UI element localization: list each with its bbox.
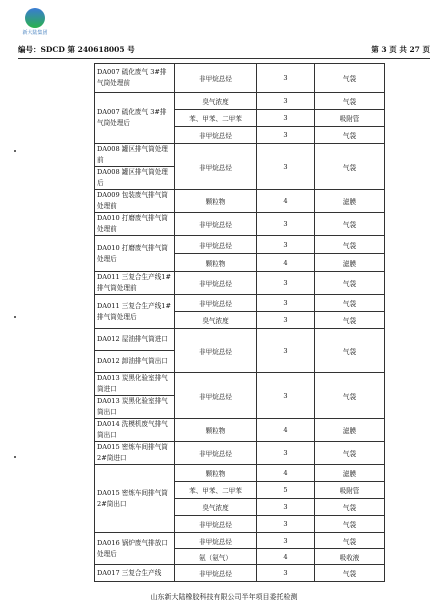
count-cell: 4: [257, 419, 315, 442]
table-row: [95, 419, 385, 442]
media-cell: 滤膜: [315, 419, 385, 442]
company-logo: [18, 8, 48, 40]
count-cell: 4: [257, 465, 315, 482]
point-cell: DA010 打磨废气排气筒处理后: [95, 236, 175, 272]
count-cell: 3: [257, 144, 315, 190]
point-cell: DA017 三复合生产线: [95, 565, 175, 582]
point-cell: DA007 硫化废气 3#排气筒处理后: [95, 93, 175, 144]
count-cell: 3: [257, 93, 315, 110]
item-cell: 颗粒物: [175, 419, 257, 442]
header-divider: [18, 58, 430, 59]
media-cell: 气袋: [315, 565, 385, 582]
margin-mark: [14, 316, 16, 318]
point-cell: DA013 炭黑化验室排气筒出口: [95, 396, 175, 419]
count-cell: 3: [257, 110, 315, 127]
media-cell: 气袋: [315, 499, 385, 516]
table-row: [95, 213, 385, 236]
page-number: 第 3 页 共 27 页: [371, 45, 430, 54]
point-cell: DA016 锅炉废气排放口处理后: [95, 533, 175, 565]
media-cell: 气袋: [315, 272, 385, 295]
item-cell: 臭气浓度: [175, 93, 257, 110]
logo-text: 新大陆集团: [22, 30, 48, 36]
media-cell: 吸收液: [315, 549, 385, 565]
table-row: [95, 144, 385, 167]
page-footer: 山东新大陆橡胶科技有限公司半年项目委托检测: [150, 593, 298, 601]
media-cell: 气袋: [315, 64, 385, 93]
item-cell: 臭气浓度: [175, 312, 257, 329]
point-cell: DA014 洗模机废气排气筒出口: [95, 419, 175, 442]
count-cell: 3: [257, 499, 315, 516]
margin-mark: [14, 456, 16, 458]
point-cell: DA015 密炼车间排气筒 2#筒进口: [95, 442, 175, 465]
item-cell: 颗粒物: [175, 190, 257, 213]
media-cell: 气袋: [315, 93, 385, 110]
table-row: [95, 236, 385, 254]
item-cell: 苯、甲苯、二甲苯: [175, 110, 257, 127]
point-cell: DA012 卸油排气筒出口: [95, 351, 175, 373]
media-cell: 气袋: [315, 373, 385, 419]
item-cell: 非甲烷总烃: [175, 565, 257, 582]
media-cell: 气袋: [315, 533, 385, 549]
table-row: [95, 373, 385, 396]
media-cell: 气袋: [315, 442, 385, 465]
count-cell: 3: [257, 312, 315, 329]
table-row: [95, 465, 385, 482]
count-cell: 3: [257, 565, 315, 582]
media-cell: 气袋: [315, 144, 385, 190]
media-cell: 气袋: [315, 236, 385, 254]
count-cell: 3: [257, 329, 315, 373]
media-cell: 吸附管: [315, 482, 385, 499]
table-row: [95, 565, 385, 582]
count-cell: 5: [257, 482, 315, 499]
document-number: 编号：SDCD 第 240618005 号: [18, 45, 135, 54]
item-cell: 非甲烷总烃: [175, 64, 257, 93]
table-row: [95, 295, 385, 312]
count-cell: 3: [257, 272, 315, 295]
count-cell: 3: [257, 516, 315, 533]
item-cell: 非甲烷总烃: [175, 329, 257, 373]
count-cell: 3: [257, 236, 315, 254]
item-cell: 非甲烷总烃: [175, 127, 257, 144]
count-cell: 3: [257, 295, 315, 312]
logo-emblem-icon: [25, 8, 45, 28]
margin-mark: [14, 150, 16, 152]
count-cell: 3: [257, 373, 315, 419]
media-cell: 气袋: [315, 516, 385, 533]
item-cell: 非甲烷总烃: [175, 144, 257, 190]
media-cell: 气袋: [315, 213, 385, 236]
table-row: [95, 442, 385, 465]
item-cell: 非甲烷总烃: [175, 272, 257, 295]
point-cell: DA011 三复合生产线1#排气筒处理前: [95, 272, 175, 295]
item-cell: 氨（氨气）: [175, 549, 257, 565]
count-cell: 3: [257, 64, 315, 93]
item-cell: 非甲烷总烃: [175, 295, 257, 312]
item-cell: 非甲烷总烃: [175, 213, 257, 236]
item-cell: 非甲烷总烃: [175, 442, 257, 465]
point-cell: DA009 包装废气排气筒处理前: [95, 190, 175, 213]
count-cell: 3: [257, 442, 315, 465]
page-header: [18, 42, 430, 56]
item-cell: 非甲烷总烃: [175, 236, 257, 254]
item-cell: 苯、甲苯、二甲苯: [175, 482, 257, 499]
media-cell: 滤膜: [315, 254, 385, 272]
count-cell: 3: [257, 213, 315, 236]
count-cell: 4: [257, 190, 315, 213]
point-cell: DA007 硫化废气 3#排气筒处理前: [95, 64, 175, 93]
media-cell: 滤膜: [315, 190, 385, 213]
table-row: [95, 533, 385, 549]
count-cell: 3: [257, 533, 315, 549]
media-cell: 气袋: [315, 329, 385, 373]
table-row: [95, 64, 385, 93]
item-cell: 臭气浓度: [175, 499, 257, 516]
item-cell: 非甲烷总烃: [175, 516, 257, 533]
item-cell: 颗粒物: [175, 465, 257, 482]
count-cell: 4: [257, 549, 315, 565]
media-cell: 气袋: [315, 312, 385, 329]
item-cell: 非甲烷总烃: [175, 533, 257, 549]
point-cell: DA012 屋油排气筒进口: [95, 329, 175, 351]
media-cell: 滤膜: [315, 465, 385, 482]
point-cell: DA008 罐区排气筒处理后: [95, 167, 175, 190]
media-cell: 气袋: [315, 295, 385, 312]
table-row: [95, 272, 385, 295]
count-cell: 4: [257, 254, 315, 272]
point-cell: DA015 密炼车间排气筒 2#筒出口: [95, 465, 175, 533]
media-cell: 吸附管: [315, 110, 385, 127]
point-cell: DA011 三复合生产线1#排气筒处理后: [95, 295, 175, 329]
sampling-table: [94, 63, 385, 582]
point-cell: DA013 炭黑化验室排气筒进口: [95, 373, 175, 396]
item-cell: 颗粒物: [175, 254, 257, 272]
item-cell: 非甲烷总烃: [175, 373, 257, 419]
count-cell: 3: [257, 127, 315, 144]
table-row: [95, 329, 385, 351]
point-cell: DA008 罐区排气筒处理前: [95, 144, 175, 167]
table-row: [95, 93, 385, 110]
table-row: [95, 190, 385, 213]
point-cell: DA010 打磨废气排气筒处理前: [95, 213, 175, 236]
media-cell: 气袋: [315, 127, 385, 144]
